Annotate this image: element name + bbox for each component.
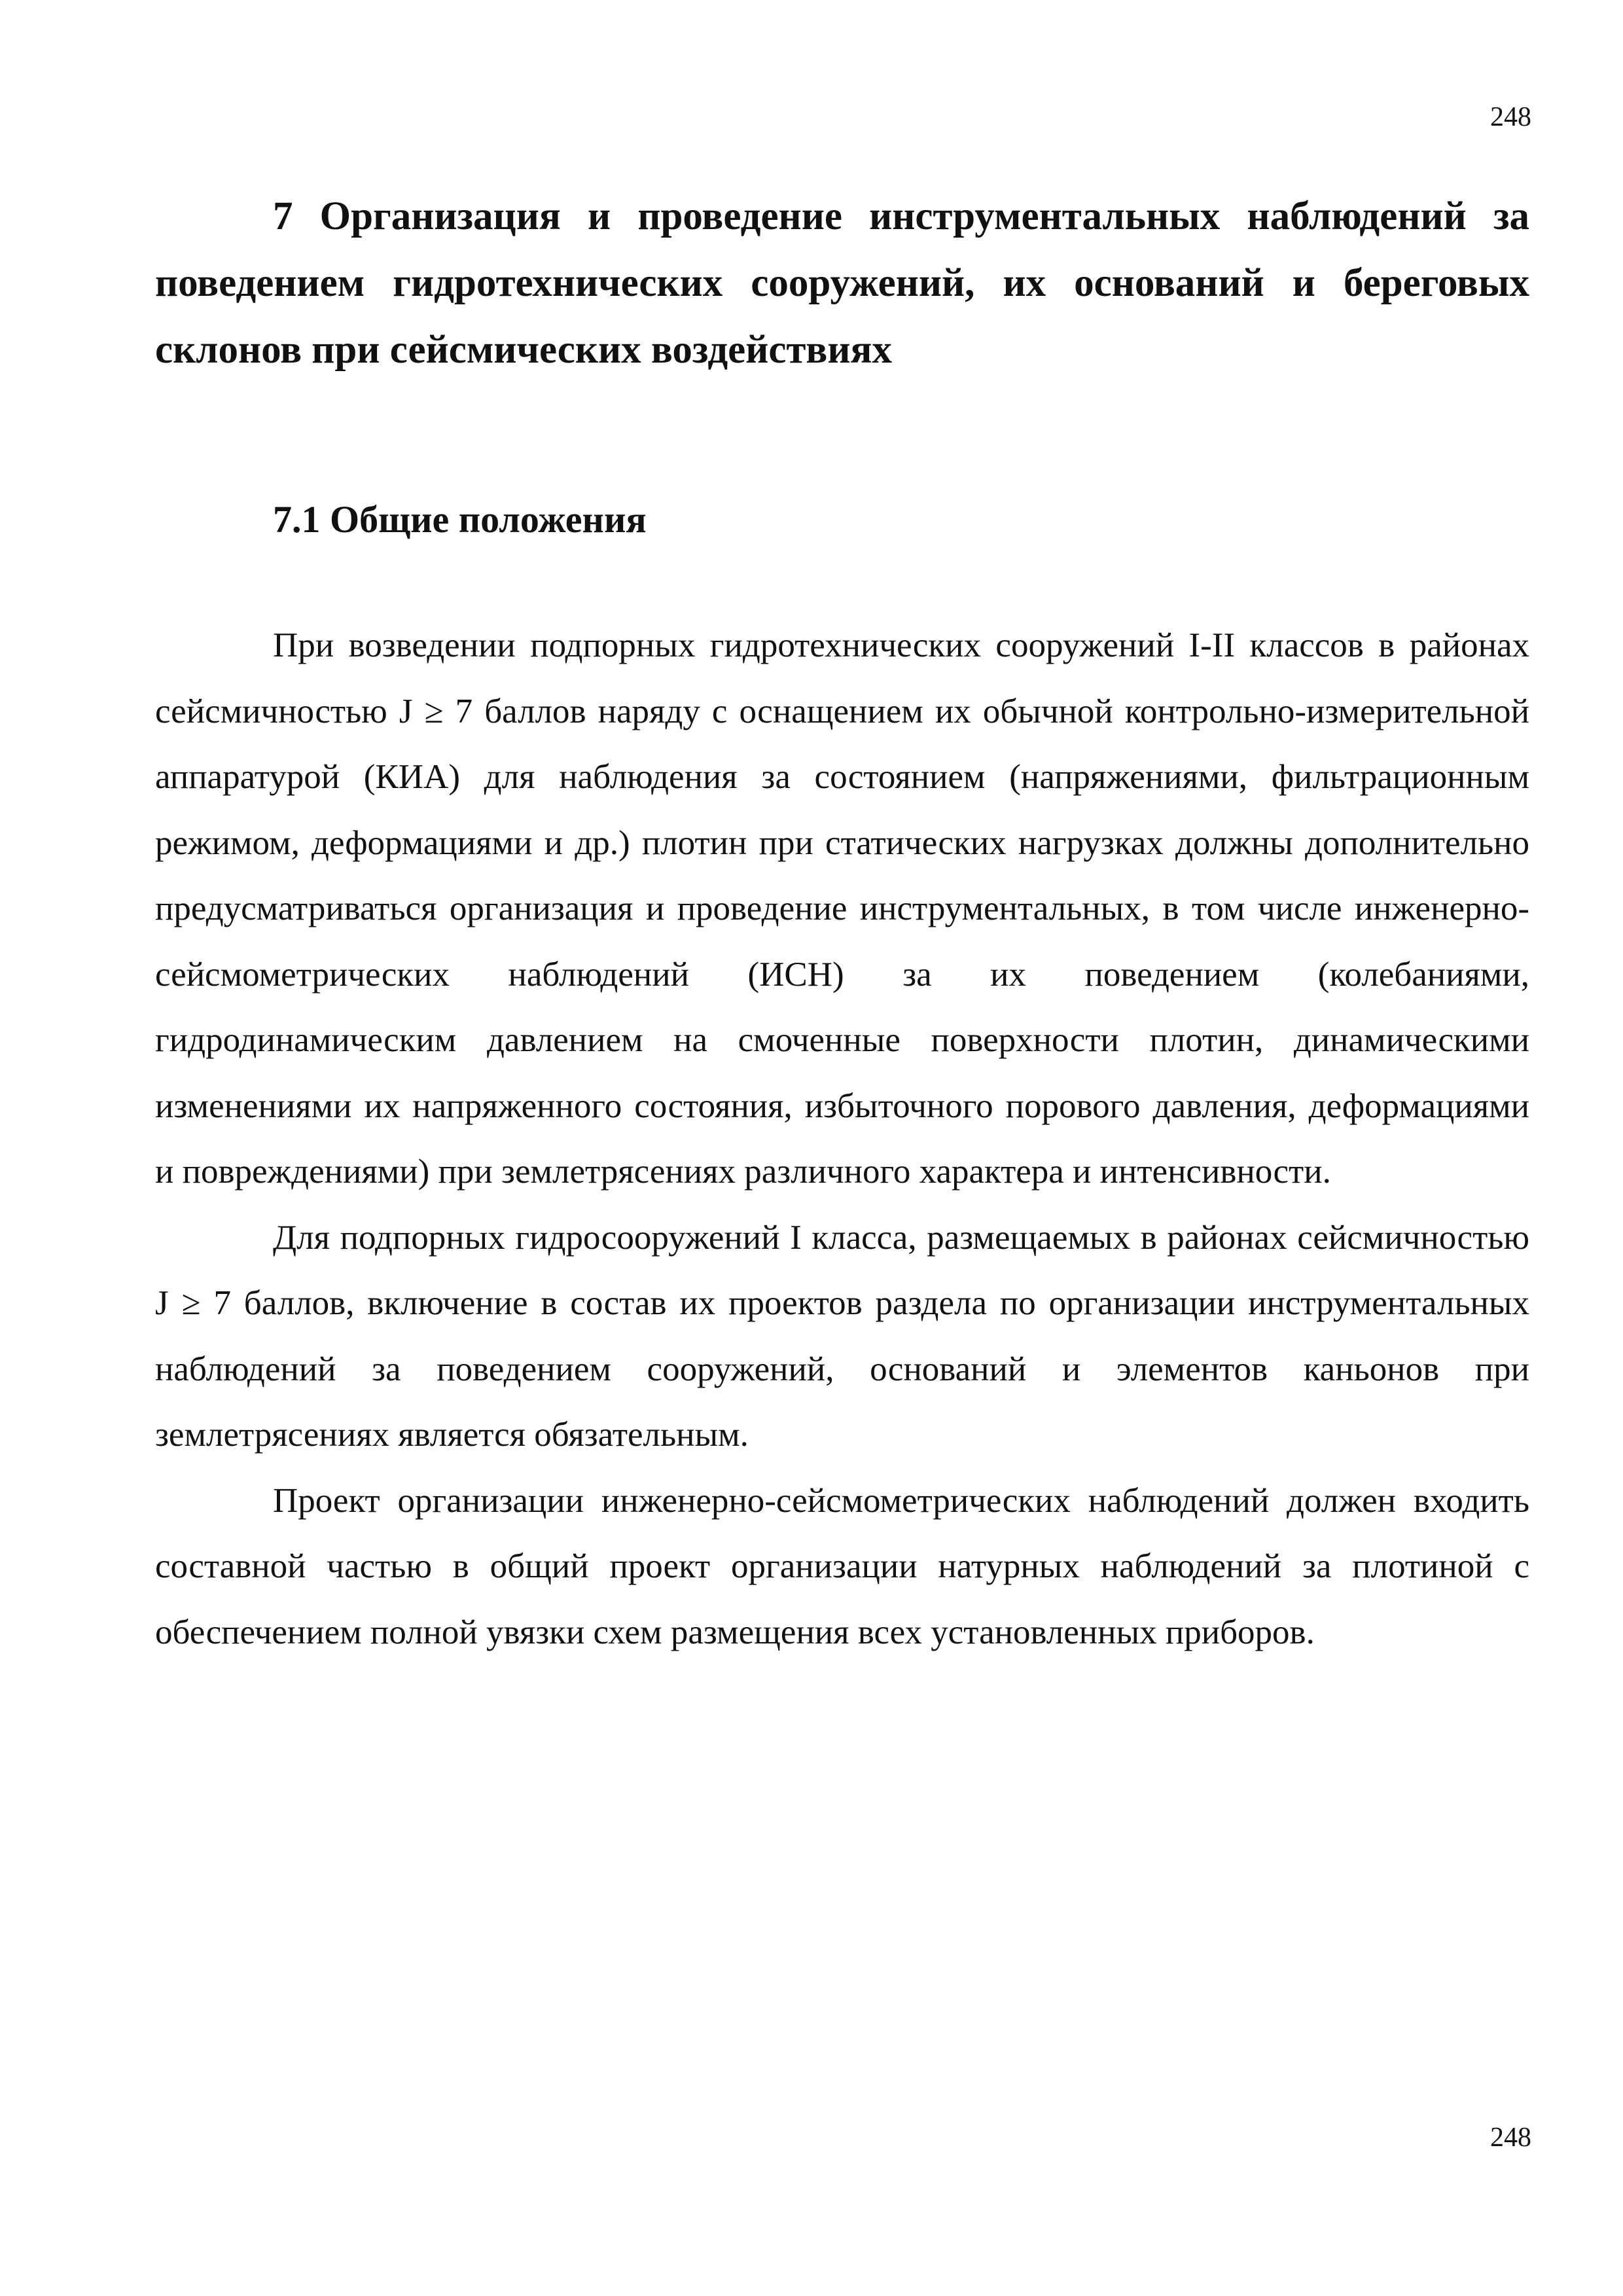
page-number-top: 248: [1490, 102, 1531, 132]
paragraph-1: При возведении подпорных гидротехнических сооружений I-II классов в районах сейсмичностью J ≥ 7 баллов наряду с оснащением их обычной контрольно-измерительной аппаратурой (КИА) для наблюдения за состоянием (напряжениями, фильтрационным режимом, деформациями и др.) плотин при статических нагрузках должны дополнительно предусматриваться организация и проведение инструментальных, в том числе инженерно-сейсмометрических наблюдений (ИСН) за их поведением (колебаниями, гидродинамическим давлением на смоченные поверхности плотин, динамическими изменениями их напряженного состояния, избыточного порового давления, деформациями и повреждениями) при землетрясениях различного характера и интенсивности.: [155, 626, 1529, 1191]
paragraph-2: Для подпорных гидросооружений I класса, размещаемых в районах сейсмичностью J ≥ 7 баллов, включение в состав их проектов раздела по организации инструментальных наблюдений за поведением сооружений, оснований и элементов каньонов при землетрясениях является обязательным.: [155, 1218, 1529, 1454]
paragraph-3: Проект организации инженерно-сейсмометрических наблюдений должен входить составной частью в общий проект организации натурных наблюдений за плотиной с обеспечением полной увязки схем размещения всех установленных приборов.: [155, 1481, 1529, 1651]
chapter-title: 7 Организация и проведение инструментальных наблюдений за поведением гидротехнических сооружений, их оснований и береговых склонов при сейсмических воздействиях: [155, 194, 1529, 372]
page-number-bottom: 248: [1490, 2123, 1531, 2153]
section-title: 7.1 Общие положения: [273, 498, 647, 541]
document-body: [155, 183, 1529, 1665]
